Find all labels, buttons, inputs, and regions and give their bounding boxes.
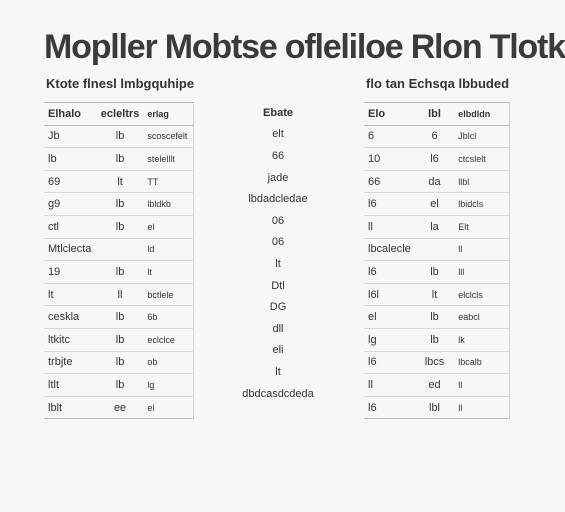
table-cell: lt — [275, 257, 281, 270]
table-row — [364, 306, 510, 329]
table-cell — [415, 238, 454, 261]
table-cell: l6l — [364, 283, 415, 306]
table-cell: lt — [415, 283, 454, 306]
table-cell: ee — [97, 396, 144, 419]
table-cell: eclclce — [143, 328, 193, 351]
table-cell: lblt — [44, 396, 97, 419]
table-cell: el — [143, 215, 193, 238]
table-cell: Elhalo — [44, 103, 97, 126]
table-cell: lll — [454, 261, 509, 284]
table-cell: l6 — [364, 351, 415, 374]
table-cell: TT — [143, 170, 193, 193]
table-row — [44, 261, 194, 284]
table-cell: lb — [97, 125, 144, 148]
table-cell: Elo — [364, 103, 415, 126]
table-cell: lb — [97, 306, 144, 329]
table-cell: Mtlclecta — [44, 238, 97, 261]
table-row — [238, 210, 318, 232]
table-row — [44, 351, 194, 374]
table-row — [364, 125, 510, 148]
table-cell: lb — [97, 215, 144, 238]
table-row — [238, 102, 318, 124]
table-cell: Jblcl — [454, 125, 509, 148]
table-cell: lbcs — [415, 351, 454, 374]
table-row — [364, 170, 510, 193]
left-section-subtitle: Ktote flnesl lmbgquhipe — [46, 76, 195, 91]
table-cell: lb — [415, 306, 454, 329]
table-cell: dll — [272, 322, 284, 335]
table-cell: lt — [143, 261, 193, 284]
table-cell: 10 — [364, 148, 415, 171]
table-cell: ltlt — [44, 374, 97, 397]
table-cell: el — [143, 396, 193, 419]
table-cell: lt — [275, 365, 281, 378]
table-cell: eabcl — [454, 306, 509, 329]
table-cell: lg — [364, 328, 415, 351]
table-row — [238, 232, 318, 254]
table-row — [44, 193, 194, 216]
table-cell: 6 — [364, 125, 415, 148]
table-cell: la — [415, 215, 454, 238]
table-row — [364, 261, 510, 284]
table-cell: lbcalb — [454, 351, 509, 374]
table-cell: 69 — [44, 170, 97, 193]
table-cell: ecleltrs — [97, 103, 144, 126]
table-cell: lbcalecle — [364, 238, 415, 261]
table-row — [44, 374, 194, 397]
table-row — [364, 328, 510, 351]
table-cell: lbdadcledae — [248, 193, 308, 206]
table-cell: 66 — [271, 149, 285, 162]
table-cell: ll — [454, 238, 509, 261]
table-cell: lb — [44, 148, 97, 171]
table-cell: dbdcasdcdeda — [242, 387, 314, 400]
table-cell: stelelllt — [143, 148, 193, 171]
table-cell: 6 — [415, 125, 454, 148]
table-row — [238, 340, 318, 362]
table-cell: lb — [97, 374, 144, 397]
table-cell: 66 — [364, 170, 415, 193]
table-cell: llbl — [454, 170, 509, 193]
table-row — [44, 306, 194, 329]
table-row — [364, 215, 510, 238]
middle-column — [238, 102, 318, 404]
table-cell: l6 — [364, 193, 415, 216]
table-cell: l6 — [415, 148, 454, 171]
table-cell: Ebate — [263, 106, 293, 119]
table-cell: el — [364, 306, 415, 329]
table-row — [238, 318, 318, 340]
table-cell: ld — [143, 238, 193, 261]
table-cell — [97, 238, 144, 261]
table-cell: jade — [267, 171, 289, 184]
table-row — [238, 124, 318, 146]
table-cell: erlag — [143, 103, 193, 126]
page-title: Mopller Mobtse ofleliloe Rlon Tlotk — [44, 28, 565, 66]
table-cell: eli — [272, 344, 284, 357]
table-cell: DG — [269, 301, 287, 314]
table-cell: ll — [364, 374, 415, 397]
table-cell: lbidcls — [454, 193, 509, 216]
table-cell: Elt — [454, 215, 509, 238]
table-cell: ll — [364, 215, 415, 238]
table-cell: elt — [272, 128, 284, 141]
table-cell: lb — [97, 261, 144, 284]
table-row — [238, 145, 318, 167]
table-cell: lb — [97, 351, 144, 374]
table-cell: lg — [143, 374, 193, 397]
table-cell: lb — [415, 261, 454, 284]
table-row — [44, 148, 194, 171]
table-cell: lb — [415, 328, 454, 351]
left-table — [44, 102, 194, 419]
table-row — [44, 103, 194, 126]
table-cell: lb — [97, 148, 144, 171]
table-row — [364, 283, 510, 306]
right-table — [364, 102, 510, 419]
table-row — [364, 103, 510, 126]
table-cell: Dtl — [271, 279, 285, 292]
table-row — [364, 396, 510, 419]
table-row — [364, 238, 510, 261]
table-cell: scoscefelt — [143, 125, 193, 148]
table-cell: lk — [454, 328, 509, 351]
table-row — [238, 296, 318, 318]
table-cell: 6b — [143, 306, 193, 329]
table-cell: ctl — [44, 215, 97, 238]
table-row — [44, 328, 194, 351]
table-cell: 06 — [271, 236, 285, 249]
table-cell: lbl — [415, 396, 454, 419]
table-cell: el — [415, 193, 454, 216]
table-cell: elclcls — [454, 283, 509, 306]
table-cell: da — [415, 170, 454, 193]
table-row — [44, 396, 194, 419]
table-cell: l6 — [364, 396, 415, 419]
table-row — [238, 361, 318, 383]
table-row — [364, 351, 510, 374]
table-cell: lbldkb — [143, 193, 193, 216]
table-cell: 19 — [44, 261, 97, 284]
table-cell: ll — [454, 374, 509, 397]
table-row — [44, 283, 194, 306]
table-row — [44, 215, 194, 238]
table-cell: ctcslelt — [454, 148, 509, 171]
table-row — [364, 374, 510, 397]
table-cell: ed — [415, 374, 454, 397]
table-cell: lb — [97, 193, 144, 216]
table-cell: lbl — [415, 103, 454, 126]
table-row — [238, 188, 318, 210]
table-row — [238, 275, 318, 297]
table-cell: lt — [44, 283, 97, 306]
table-row — [364, 193, 510, 216]
table-row — [238, 167, 318, 189]
table-cell: g9 — [44, 193, 97, 216]
table-cell: lt — [97, 170, 144, 193]
table-row — [238, 253, 318, 275]
table-row — [44, 238, 194, 261]
table-cell: bctlele — [143, 283, 193, 306]
table-cell: trbjte — [44, 351, 97, 374]
table-row — [364, 148, 510, 171]
table-cell: lb — [97, 328, 144, 351]
table-cell: ll — [454, 396, 509, 419]
table-cell: ceskla — [44, 306, 97, 329]
table-cell: l6 — [364, 261, 415, 284]
table-cell: ltkitc — [44, 328, 97, 351]
table-cell: Jb — [44, 125, 97, 148]
table-row — [44, 125, 194, 148]
right-section-subtitle: flo tan Echsqa lbbuded — [366, 76, 510, 91]
table-row — [44, 170, 194, 193]
table-cell: ll — [97, 283, 144, 306]
table-cell: 06 — [271, 214, 285, 227]
table-cell: elbdldn — [454, 103, 509, 126]
table-row — [238, 383, 318, 405]
table-cell: ob — [143, 351, 193, 374]
